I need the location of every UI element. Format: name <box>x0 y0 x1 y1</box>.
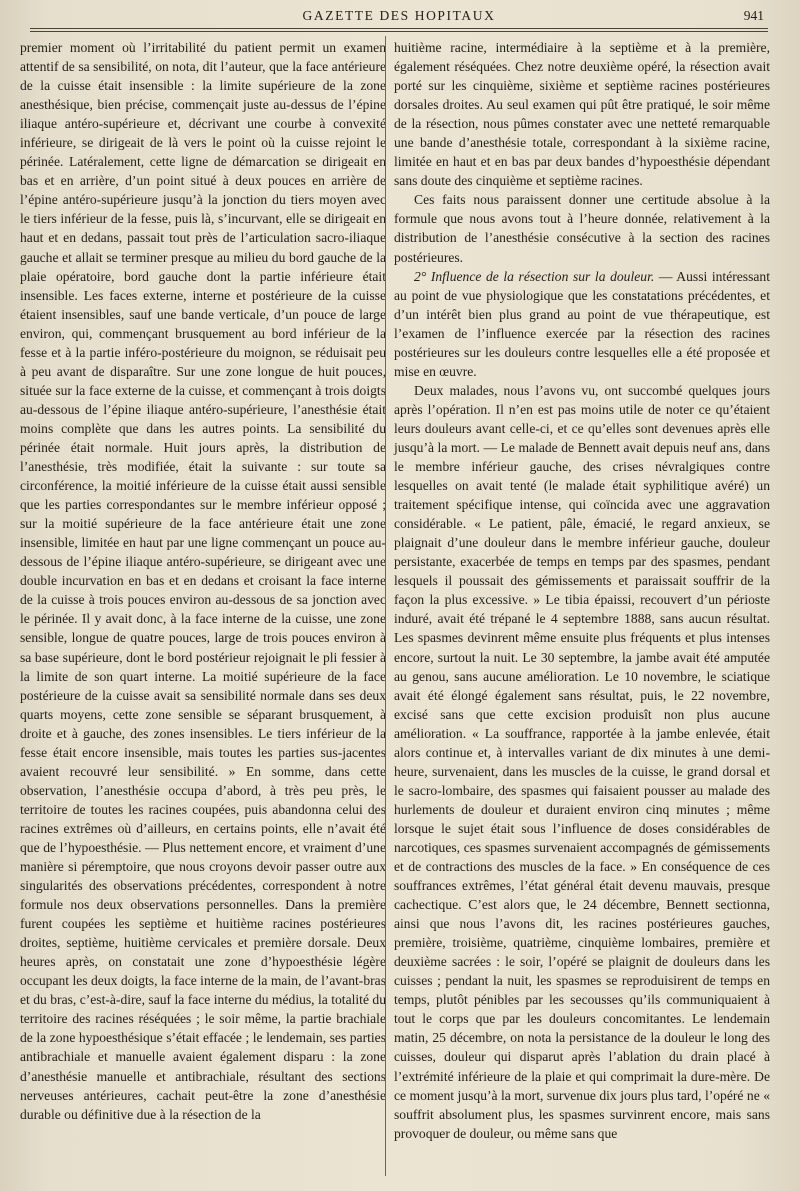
page-number: 941 <box>743 8 764 23</box>
header-rule-top <box>30 28 768 29</box>
running-header <box>30 6 768 28</box>
column-divider <box>385 36 386 1176</box>
section-body: — Aussi intéressant au point de vue physiologique que les constatations précédentes, et d’un intérêt bien plus grand au point de vue thérapeutique, est l’examen de l’influence exercée par la résection des racines postérieures sur les douleurs contre lesquelles elle a été proposée et mise en œuvre. <box>394 268 770 379</box>
left-column <box>20 38 386 1124</box>
header-rule-bottom <box>30 31 768 32</box>
right-paragraph-4: Deux malades, nous l’avons vu, ont succombé quelques jours après l’opération. Il n’en est pas moins utile de noter ce qu’étaient leurs douleurs avant celle-ci, et ce qu’elles sont devenues après elle jusqu’à la mort. — Le malade de Bennett avait depuis neuf ans, dans le membre inférieur gauche, des crises névralgiques contre lesquelles on avait tenté (le malade était syphilitique avéré) un traitement spécifique intense, qui coïncida avec une aggravation considérable. « Le patient, pâle, émacié, le regard anxieux, se plaignait d’une douleur dans le membre inférieur gauche, douleur persistante, exacerbée de temps en temps par des spasmes, pendant lesquels il poussait des gémissements et paraissait souffrir de la façon la plus excessive. » Le tibia épaissi, recouvert d’un périoste induré, avait été trépané le 4 septembre 1888, sans aucun résultat. Les spasmes devinrent même ensuite plus fréquents et plus intenses encore, surtout la nuit. Le 30 septembre, la jambe avait été amputée au genou, sans aucune amélioration. Le 10 novembre, le sciatique avait été élongé également sans résultat, puis, le 22 novembre, excisé sans que cette excision produisît non plus aucune amélioration. « La souffrance, rapportée à la jambe enlevée, était alors continue et, à intervalles variant de dix minutes à une demi-heure, survenaient, dans les muscles de la cuisse, le grand dorsal et le sacro-lombaire, des spasmes qui faisaient pousser au malade des hurlements de douleur et duraient environ cinq minutes ; même lorsque le sujet était sous l’influence de doses considérables de narcotiques, ces spasmes survenaient accompagnés de gémissements et de contractions des muscles de la face. » En conséquence de ces souffrances extrêmes, l’état général était devenu mauvais, presque cachectique. C’est alors que, le 24 décembre, Bennett sectionna, ainsi que nous l’avons dit, les racines postérieures gauches, première, troisième, quatrième, cinquième lombaires, première et deuxième sacrées : le soir, l’opéré se plaignit de douleurs dans les cuisses ; pendant la nuit, les spasmes se reproduisirent de temps en temps, plutôt pénibles par les secousses qu’ils communiquaient à tout le corps que par les douleurs concomitantes. Le lendemain matin, 25 décembre, on nota la persistance de la douleur le long des cuisses, douleur qui disparut après l’ablation du drain placé à l’extrémité inférieure de la plaie et qui comprimait la dure-mère. De ce moment jusqu’à la mort, survenue dix jours plus tard, l’opéré ne « souffrit absolument plus, les spasmes survinrent encore, mais sans provoquer de douleur, ou même sans que <box>394 382 770 1141</box>
right-column <box>394 38 770 1143</box>
journal-title: GAZETTE DES HOPITAUX <box>302 8 496 23</box>
right-paragraph-1: huitième racine, intermédiaire à la septième et à la première, également réséquées. Chez notre deuxième opéré, la résection avait porté sur les cinquième, sixième et septième racines postérieures dorsales droites. Au seul examen qui pût être pratiqué, le soir même de la résection, nous pûmes constater avec une netteté remarquable une bande d’anesthésie totale, correspondant à la sixième racine, limitée en haut et en bas par deux bandes d’hypoesthésie dépendant sans doute des cinquième et septième racines. <box>394 40 770 189</box>
right-paragraph-2: Ces faits nous paraissent donner une certitude absolue à la formule que nous avons tout à l’heure donnée, relativement à la distribution de l’anesthésie consécutive à la section des racines postérieures. <box>394 192 770 265</box>
left-paragraph: premier moment où l’irritabilité du patient permit un examen attentif de sa sensibilité, on nota, dit l’auteur, que la face antérieure de la cuisse était insensible : la limite supérieure de la zone anesthésique, bien précise, commençait juste au-dessus de l’épine iliaque antéro-supérieure et, décrivant une courbe à convexité inférieure, se dirigeait de là vers le point où la cuisse rejoint le périnée. Latéralement, cette ligne de démarcation se dirigeait en bas et en arrière, d’un point situé à deux pouces en arrière de l’épine antéro-supérieure jusqu’à la jonction du tiers moyen avec le tiers inférieur de la fesse, puis là, s’incurvant, elle se dirigeait en haut et en dedans, passait tout près de l’articulation sacro-iliaque gauche et allait se terminer presque au milieu du bord gauche de la plaie opératoire, bord gauche dont la partie inférieure était insensible. Les faces externe, interne et postérieure de la cuisse étaient insensibles, sauf une bande verticale, d’un pouce de large environ, qui, commençant brusquement au bord inférieur de la fesse et à la partie inféro-postérieure du moignon, se réduisait peu à peu avant de disparaître. Sur une zone longue de huit pouces, située sur la face externe de la cuisse, et commençant à trois doigts au-dessous de l’épine iliaque antéro-supérieure, l’anesthésie était moins complète que dans les autres points. La sensibilité du périnée était normale. Huit jours après, la distribution de l’anesthésie, très modifiée, était la suivante : sur toute sa circonférence, la moitié inférieure de la cuisse était aussi sensible que les parties correspondantes sur le membre inférieur opposé ; sur la moitié supérieure de la face antérieure était une zone insensible, limitée en haut par une ligne commençant un pouce au-dessous de l’épine iliaque antéro-supérieure, se dirigeant avec une double incurvation en bas et en dedans et croisant la face interne de la cuisse à trois pouces environ au-dessous de sa jonction avec le périnée. Il y avait donc, à la face interne de la cuisse, une zone sensible, longue de quatre pouces, large de trois pouces environ à sa base supérieure, dont le bord postérieur rejoignait le pli fessier à la limite de son quart interne. La moitié supérieure de la face postérieure de la cuisse avait sa sensibilité normale dans ses deux quarts moyens, cette zone sensible se séparant brusquement, à droite et à gauche, des zones insensibles. Le tiers inférieur de la fesse était encore insensible, mais toutes les parties sus-jacentes avaient recouvré leur sensibilité. » En somme, dans cette observation, l’anesthésie occupa d’abord, à très peu près, le territoire de toutes les racines coupées, puis abandonna celui des racines extrêmes où d’ailleurs, en certains points, elle n’avait été que de l’hypoesthésie. — Plus nettement encore, et vraiment d’une manière si péremptoire, que nous croyons devoir passer outre aux singularités des observations précédentes, correspondent à notre formule nos deux observations personnelles. Dans la première furent coupées les septième et huitième racines postérieures droites, septième, huitième cervicales et première dorsale. Deux heures après, on constatait une zone d’hypoesthésie légère occupant les deux doigts, la face interne de la main, de l’avant-bras et du bras, c’est-à-dire, sauf la face interne du médius, la totalité du territoire des racines réséquées ; le soir même, la partie brachiale de la zone hypoesthésique s’était effacée ; le lendemain, ses parties antibrachiale et manuelle avaient également disparu : la zone d’anesthésie manuelle et antibrachiale, résultant des sections nerveuses antérieures, cachait peut-être la zone d’anesthésie durable ou définitive due à la résection de la <box>20 40 386 1122</box>
right-paragraph-3 <box>394 267 770 381</box>
section-heading: 2° Influence de la résection sur la douleur. <box>414 268 655 284</box>
